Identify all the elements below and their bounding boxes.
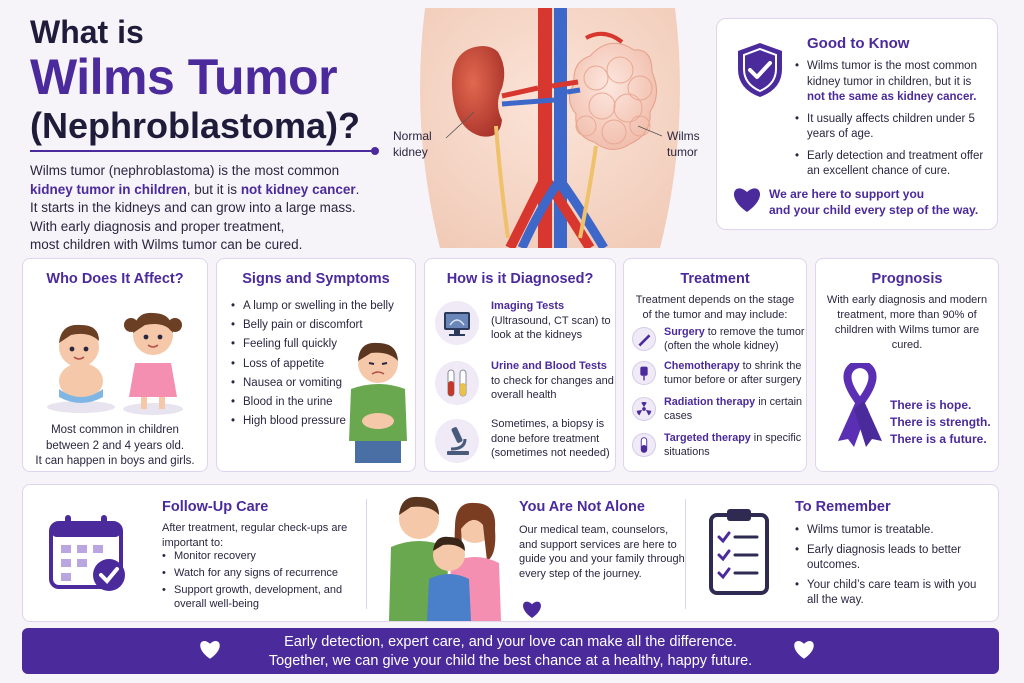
biopsy-text: Sometimes, a biopsy is done before treatment (sometimes not needed) <box>491 418 610 459</box>
biopsy-item <box>433 417 613 465</box>
imaging-tests-text: (Ultrasound, CT scan) to look at the kidneys <box>491 314 611 341</box>
intro-paragraph <box>30 162 390 255</box>
list-item: • High blood pressure <box>229 414 404 428</box>
footer-banner <box>22 628 999 674</box>
to-remember-list <box>795 523 985 613</box>
intro-line <box>30 181 390 200</box>
heart-icon <box>792 638 816 660</box>
imaging-tests-item <box>433 299 613 347</box>
blood-tests-text: to check for changes and overall health <box>491 374 614 401</box>
who-line: Most common in children <box>51 424 179 436</box>
list-item: • Feeling full quickly <box>229 337 404 351</box>
list-item: • Early diagnosis leads to better outcomes. <box>795 543 985 573</box>
title-line-2: Wilms Tumor <box>30 49 338 105</box>
intro-highlight: not kidney cancer <box>240 181 356 197</box>
chemo-text: to shrink the tumor before or after surgery <box>664 360 802 386</box>
list-item: • Your child’s care team is with you all the way. <box>795 578 985 608</box>
radiation-heading: Radiation therapy <box>664 396 756 408</box>
support-line: We are here to support you <box>769 187 925 201</box>
who-line: between 2 and 4 years old. <box>45 439 185 452</box>
intro-highlight: kidney tumor in children <box>30 181 187 197</box>
page-title <box>30 14 400 148</box>
list-item: • Watch for any signs of recurrence <box>162 566 372 580</box>
how-diagnosed-card <box>424 258 616 472</box>
signs-and-symptoms-card <box>216 258 416 472</box>
not-alone-title: You Are Not Alone <box>519 499 645 515</box>
good-to-know-list <box>795 59 991 186</box>
list-item: • Monitor recovery <box>162 549 372 563</box>
blood-tests-heading: Urine and Blood Tests <box>491 360 607 372</box>
hope-line: There is hope. <box>890 398 972 412</box>
list-item <box>795 59 991 106</box>
microscope-icon <box>435 419 479 463</box>
list-item-text: Wilms tumor is the most common kidney tumor in children, but it is <box>807 60 977 88</box>
test-tubes-icon <box>435 361 479 405</box>
hope-line: There is strength. <box>890 415 991 429</box>
list-item: • Loss of appetite <box>229 357 404 371</box>
children-illustration <box>41 293 191 417</box>
card-title: Who Does It Affect? <box>46 271 184 287</box>
surgery-heading: Surgery <box>664 326 705 338</box>
section-divider <box>366 499 367 609</box>
scalpel-icon <box>632 327 656 351</box>
intro-line: Wilms tumor (nephroblastoma) is the most common <box>30 163 340 178</box>
prognosis-text: With early diagnosis and modern treatment, more than 90% of children with Wilms tumor are cured. <box>826 294 988 351</box>
heart-icon <box>731 185 763 213</box>
intro-text: , but it is <box>186 181 241 197</box>
card-title: Treatment <box>680 271 750 287</box>
title-line-3: (Nephroblastoma)? <box>30 105 361 146</box>
vial-icon <box>632 433 656 457</box>
good-to-know-title: Good to Know <box>807 35 910 52</box>
list-item: • Wilms tumor is treatable. <box>795 523 985 538</box>
family-illustration <box>373 485 513 621</box>
who-line: It can happen in boys and girls. <box>35 455 195 467</box>
section-divider <box>685 499 686 609</box>
targeted-heading: Targeted therapy <box>664 432 751 444</box>
card-title: Signs and Symptoms <box>242 271 390 287</box>
awareness-ribbon-icon <box>832 363 888 447</box>
title-divider <box>30 150 375 152</box>
label-normal-kidney: Normal kidney <box>393 129 432 159</box>
good-to-know-card <box>716 18 998 230</box>
list-item-highlight: not the same as kidney cancer. <box>807 91 977 103</box>
not-alone-text: Our medical team, counselors, and support services are here to guide you and your family through every step of the journey. <box>519 524 685 580</box>
label-wilms-tumor: Wilms tumor <box>667 129 700 159</box>
treatment-card <box>623 258 807 472</box>
follow-up-list <box>162 549 372 614</box>
intro-line: most children with Wilms tumor can be cured. <box>30 237 303 252</box>
clipboard-checklist-icon <box>707 507 771 597</box>
list-item: • A lump or swelling in the belly <box>229 299 404 313</box>
treatment-intro: Treatment depends on the stage of the tumor and may include: <box>635 294 795 321</box>
follow-up-intro: After treatment, regular check-ups are important to: <box>162 522 348 549</box>
list-item: • Support growth, development, and overall well-being <box>162 583 372 611</box>
follow-up-title: Follow-Up Care <box>162 499 269 515</box>
iv-bag-icon <box>632 361 656 385</box>
banner-line-1: Early detection, expert care, and your love can make all the difference. <box>284 634 737 650</box>
hope-message <box>890 397 991 448</box>
radiation-icon <box>632 397 656 421</box>
who-description <box>31 423 199 470</box>
chemo-heading: Chemotherapy <box>664 360 740 372</box>
support-line: and your child every step of the way. <box>769 203 979 217</box>
list-item: • It usually affects children under 5 years of age. <box>795 112 991 143</box>
surgery-text: to remove the tumor (often the whole kidney) <box>664 326 805 352</box>
to-remember-title: To Remember <box>795 499 891 515</box>
sick-child-illustration <box>341 337 415 467</box>
card-title: Prognosis <box>871 271 943 287</box>
intro-text: . <box>355 181 360 197</box>
imaging-tests-heading: Imaging Tests <box>491 300 565 312</box>
who-does-it-affect-card <box>22 258 208 472</box>
intro-line: It starts in the kidneys and can grow into a large mass. <box>30 200 356 215</box>
list-item: • Blood in the urine <box>229 395 404 409</box>
radiation-text: in certain cases <box>664 396 803 422</box>
list-item: • Belly pain or discomfort <box>229 318 404 332</box>
card-title: How is it Diagnosed? <box>446 271 594 287</box>
support-message <box>769 186 978 218</box>
title-line-1: What is <box>30 14 144 50</box>
urine-blood-tests-item <box>433 359 613 407</box>
list-item: • Nausea or vomiting <box>229 376 404 390</box>
intro-line: With early diagnosis and proper treatment, <box>30 218 285 234</box>
heart-icon <box>521 599 543 619</box>
list-item: • Early detection and treatment offer an excellent chance of cure. <box>795 149 991 180</box>
prognosis-card <box>815 258 999 472</box>
targeted-text: in specific situations <box>664 432 802 458</box>
calendar-check-icon <box>47 513 131 597</box>
ultrasound-monitor-icon <box>435 301 479 345</box>
hope-line: There is a future. <box>890 432 987 446</box>
banner-line-2: Together, we can give your child the best chance at a healthy, happy future. <box>268 653 753 669</box>
bottom-info-panel <box>22 484 999 622</box>
shield-check-icon <box>735 41 785 99</box>
